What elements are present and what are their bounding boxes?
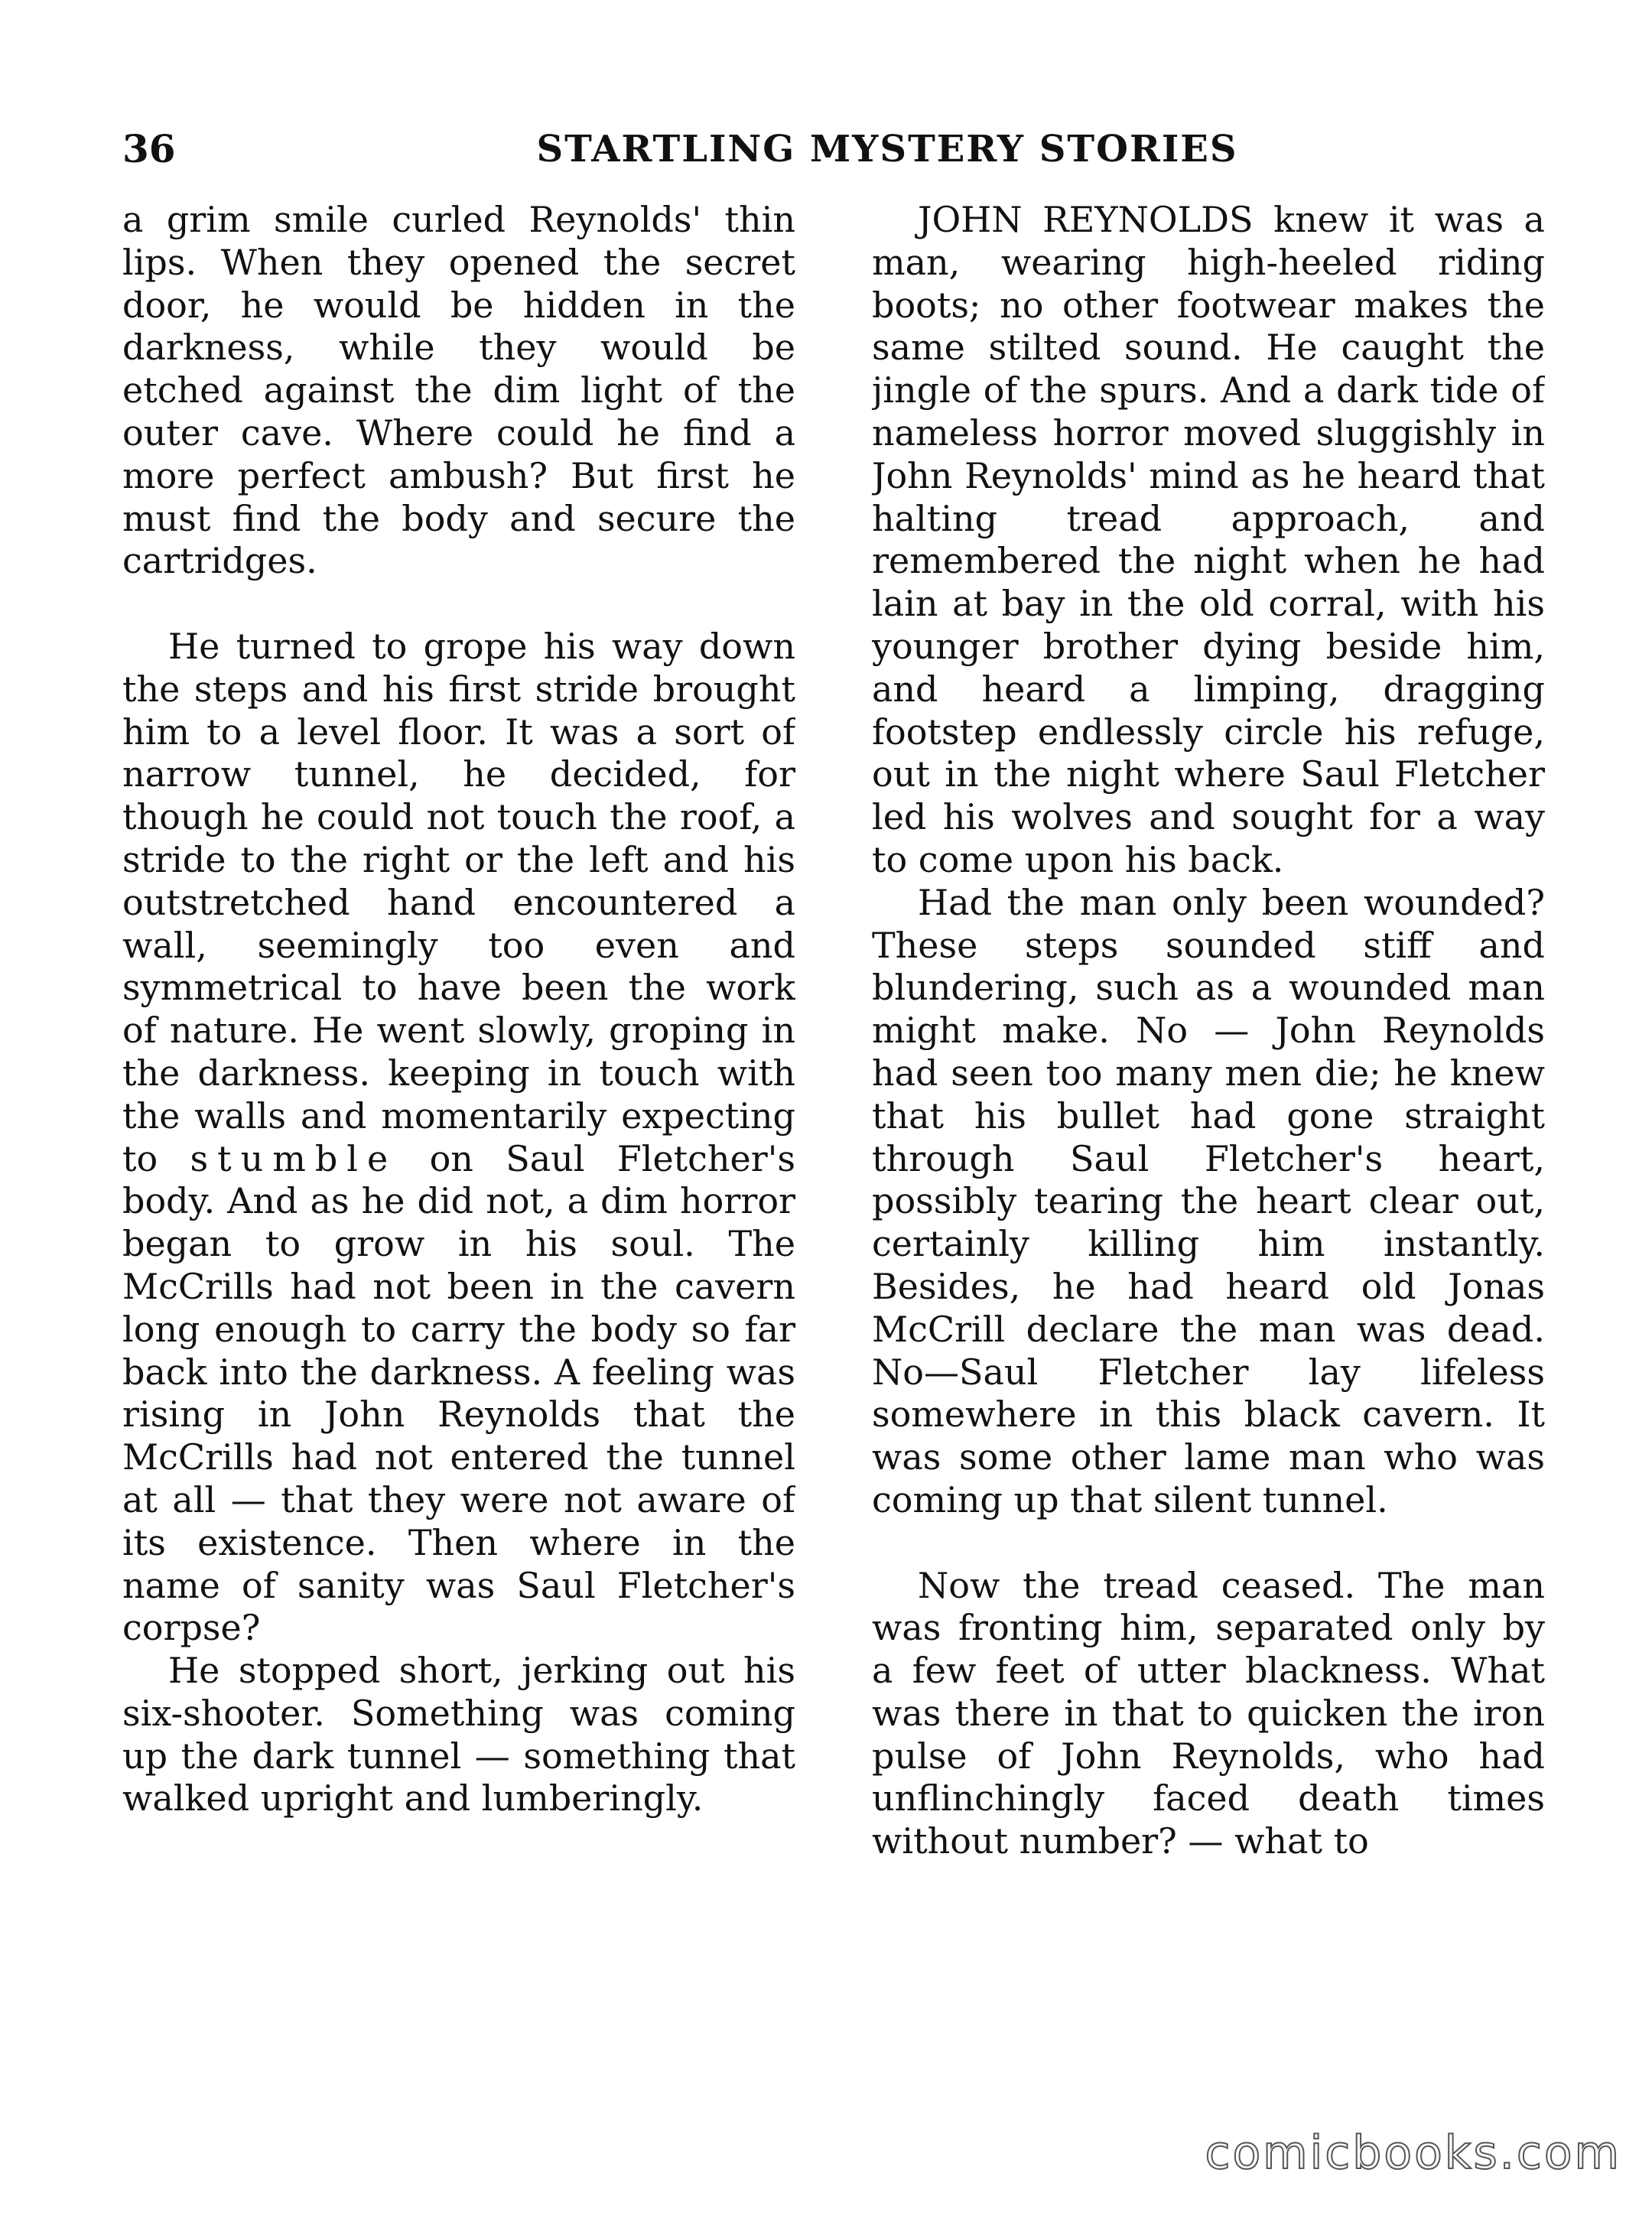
spaced-word: stumble — [190, 1137, 398, 1179]
running-title: STARTLING MYSTERY STORIES — [536, 128, 1238, 171]
paragraph: a grim smile curled Reynolds' thin lips. When they opened the secret door, he would be hidden in the darkness, while they would be etched against the dim light of the outer cave. Where could he find a more perfect ambush? But first he must find the body and secure the cartridges. — [122, 199, 795, 582]
left-column — [122, 199, 795, 2080]
page-number: 36 — [122, 126, 176, 171]
paragraph: JOHN REYNOLDS knew it was a man, wearing high-heeled riding boots; no other footwear makes the same stilted sound. He caught the jingle of the spurs. And a dark tide of nameless horror moved sluggishly in John Reynolds' mind as he heard that halting tread approach, and remembered the night when he had lain at bay in the old corral, with his younger brother dying beside him, and heard a limping, dragging footstep endlessly circle his refuge, out in the night where Saul Fletcher led his wolves and sought for a way to come upon his back. — [872, 199, 1545, 880]
right-column — [872, 199, 1545, 2080]
paragraph: Had the man only been wounded? These steps sounded stiff and blundering, such as a wounded man might make. No — John Reynolds had seen too many men die; he knew that his bullet had gone straight through Saul Fletcher's heart, possibly tearing the heart clear out, certainly killing him instantly. Besides, he had heard old Jonas McCrill declare the man was dead. No—Saul Fletcher lay lifeless somewhere in this black cavern. It was some other lame man who was coming up that silent tunnel. — [872, 881, 1545, 1520]
paragraph: Now the tread ceased. The man was fronting him, separated only by a few feet of utter blackness. What was there in that to quicken the iron pulse of John Reynolds, who had unflinchingly faced death times without number? — what to — [872, 1564, 1545, 1862]
page-header — [122, 122, 1545, 176]
paragraph-text: on Saul Fletcher's body. And as he did not, a dim horror began to grow in his soul. The McCrills had not been in the cavern long enough to carry the body so far back into the darkness. A feeling was rising in John Reynolds that the McCrills had not entered the tunnel at all — that they were not aware of its existence. Then where in the name of sanity was Saul Fletcher's corpse? — [122, 1137, 795, 1649]
paragraph: He stopped short, jerking out his six-shooter. Something was coming up the dark tunnel — something that walked upright and lumberingly. — [122, 1650, 795, 1820]
watermark: comicbooks.com — [1205, 2126, 1621, 2180]
paragraph — [122, 626, 795, 1650]
paragraph-text: He turned to grope his way down the steps and his first stride brought him to a level floor. It was a sort of narrow tunnel, he decided, for though he could not touch the roof, a stride to the right or the left and his outstretched hand encountered a wall, seemingly too even and symmetrical to have been the work of nature. He went slowly, groping in the darkness. keeping in touch with the walls and momentarily expecting to — [122, 625, 795, 1179]
